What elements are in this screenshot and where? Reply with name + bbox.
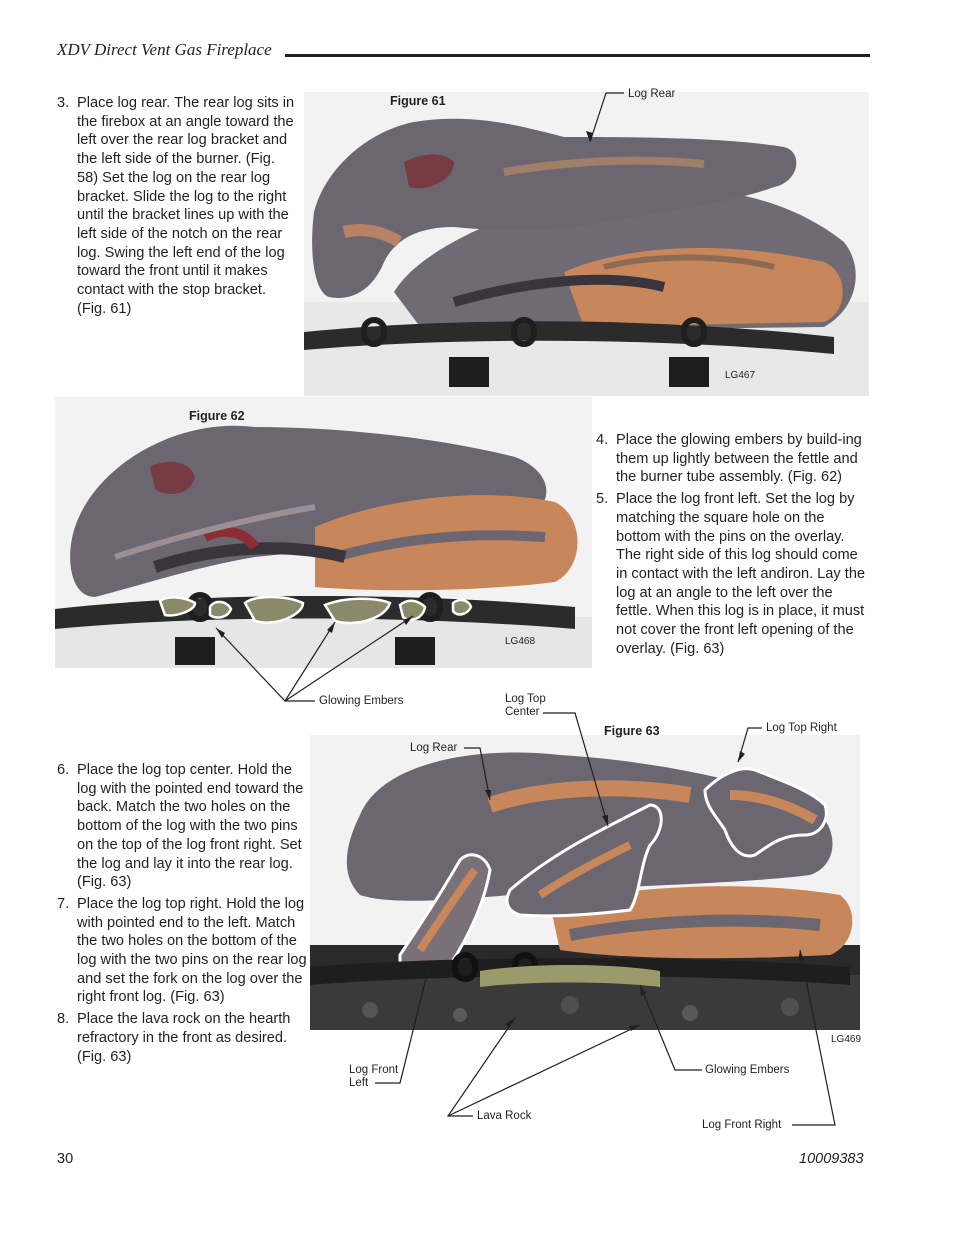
step-text: Place the log front left. Set the log by matching the square hole on the bottom with the pins on the overlay. The right side of this log should come in contact with the left andiron. Lay the log at an angle to the left over the fettle. When this log is in place, it must not cover the front left opening of the overlay. (Fig. 63) xyxy=(616,491,866,657)
callout-log-top-center-line1: Log Top xyxy=(505,693,546,705)
callout-log-rear-fig63: Log Rear xyxy=(410,742,458,754)
header-rule xyxy=(285,54,870,57)
steps-group-c xyxy=(57,761,309,1069)
instruction-step xyxy=(57,94,297,318)
figure-61-photo xyxy=(304,92,869,396)
callout-log-front-left-line1: Log Front xyxy=(349,1064,399,1076)
figure-63-photo xyxy=(310,735,860,1030)
callout-log-rear-fig61: Log Rear xyxy=(628,88,676,100)
step-text: Place the glowing embers by build-ing them up lightly between the fettle and the burner tube assembly. (Fig. 62) xyxy=(616,432,862,486)
step-number: 8. xyxy=(57,1011,70,1028)
document-number: 10009383 xyxy=(799,1151,864,1167)
figure-62-label: Figure 62 xyxy=(189,409,245,423)
instruction-step xyxy=(596,431,872,487)
instruction-step xyxy=(57,895,309,1007)
figure-62-photo xyxy=(55,397,592,668)
step-number: 5. xyxy=(596,491,609,508)
document-title: XDV Direct Vent Gas Fireplace xyxy=(57,40,272,59)
instruction-step xyxy=(57,1010,309,1066)
steps-group-a xyxy=(57,94,297,321)
figure-63-label: Figure 63 xyxy=(604,724,660,738)
figure-62-code: LG468 xyxy=(505,636,536,647)
step-number: 4. xyxy=(596,432,609,448)
callout-glowing-embers-fig62: Glowing Embers xyxy=(319,695,404,707)
callout-log-top-center-line2: Center xyxy=(505,706,540,718)
callout-log-front-left-line2: Left xyxy=(349,1077,369,1089)
instruction-step xyxy=(57,761,309,892)
step-number: 7. xyxy=(57,895,70,912)
figure-61-code: LG467 xyxy=(725,370,756,381)
step-text: Place log rear. The rear log sits in the firebox at an angle toward the left over the rear log bracket and the left side of the burner. (Fig. 58) Set the log on the rear log bracket. Slide the log to the right until the bracket lines up with the left side of the notch on the rear log. Swing the left end of the log toward the front until it makes contact with the stop bracket. (Fig. 61) xyxy=(77,95,295,317)
instruction-step xyxy=(596,490,872,658)
step-text: Place the lava rock on the hearth refractory in the front as desired. (Fig. 63) xyxy=(77,1011,291,1065)
callout-lava-rock: Lava Rock xyxy=(477,1110,532,1122)
page-number: 30 xyxy=(57,1151,74,1167)
step-text: Place the log top center. Hold the log with the pointed end toward the back. Match the two holes on the bottom of the log with the two pins on the top of the log front right. Set the log and lay it into the rear log. (Fig. 63) xyxy=(77,762,304,891)
step-text: Place the log top right. Hold the log with pointed end to the left. Match the two holes on the bottom of the log with the two pins on the rear log and set the fork on the log over the right front log. (Fig. 63) xyxy=(77,895,307,1006)
callout-log-front-right: Log Front Right xyxy=(702,1119,782,1131)
callout-log-top-right: Log Top Right xyxy=(766,722,837,734)
step-number: 3. xyxy=(57,95,70,111)
step-number: 6. xyxy=(57,762,70,778)
figure-63-code: LG469 xyxy=(831,1034,862,1045)
steps-group-b xyxy=(596,431,872,661)
callout-glowing-embers-fig63: Glowing Embers xyxy=(705,1064,790,1076)
figure-61-label: Figure 61 xyxy=(390,94,446,108)
